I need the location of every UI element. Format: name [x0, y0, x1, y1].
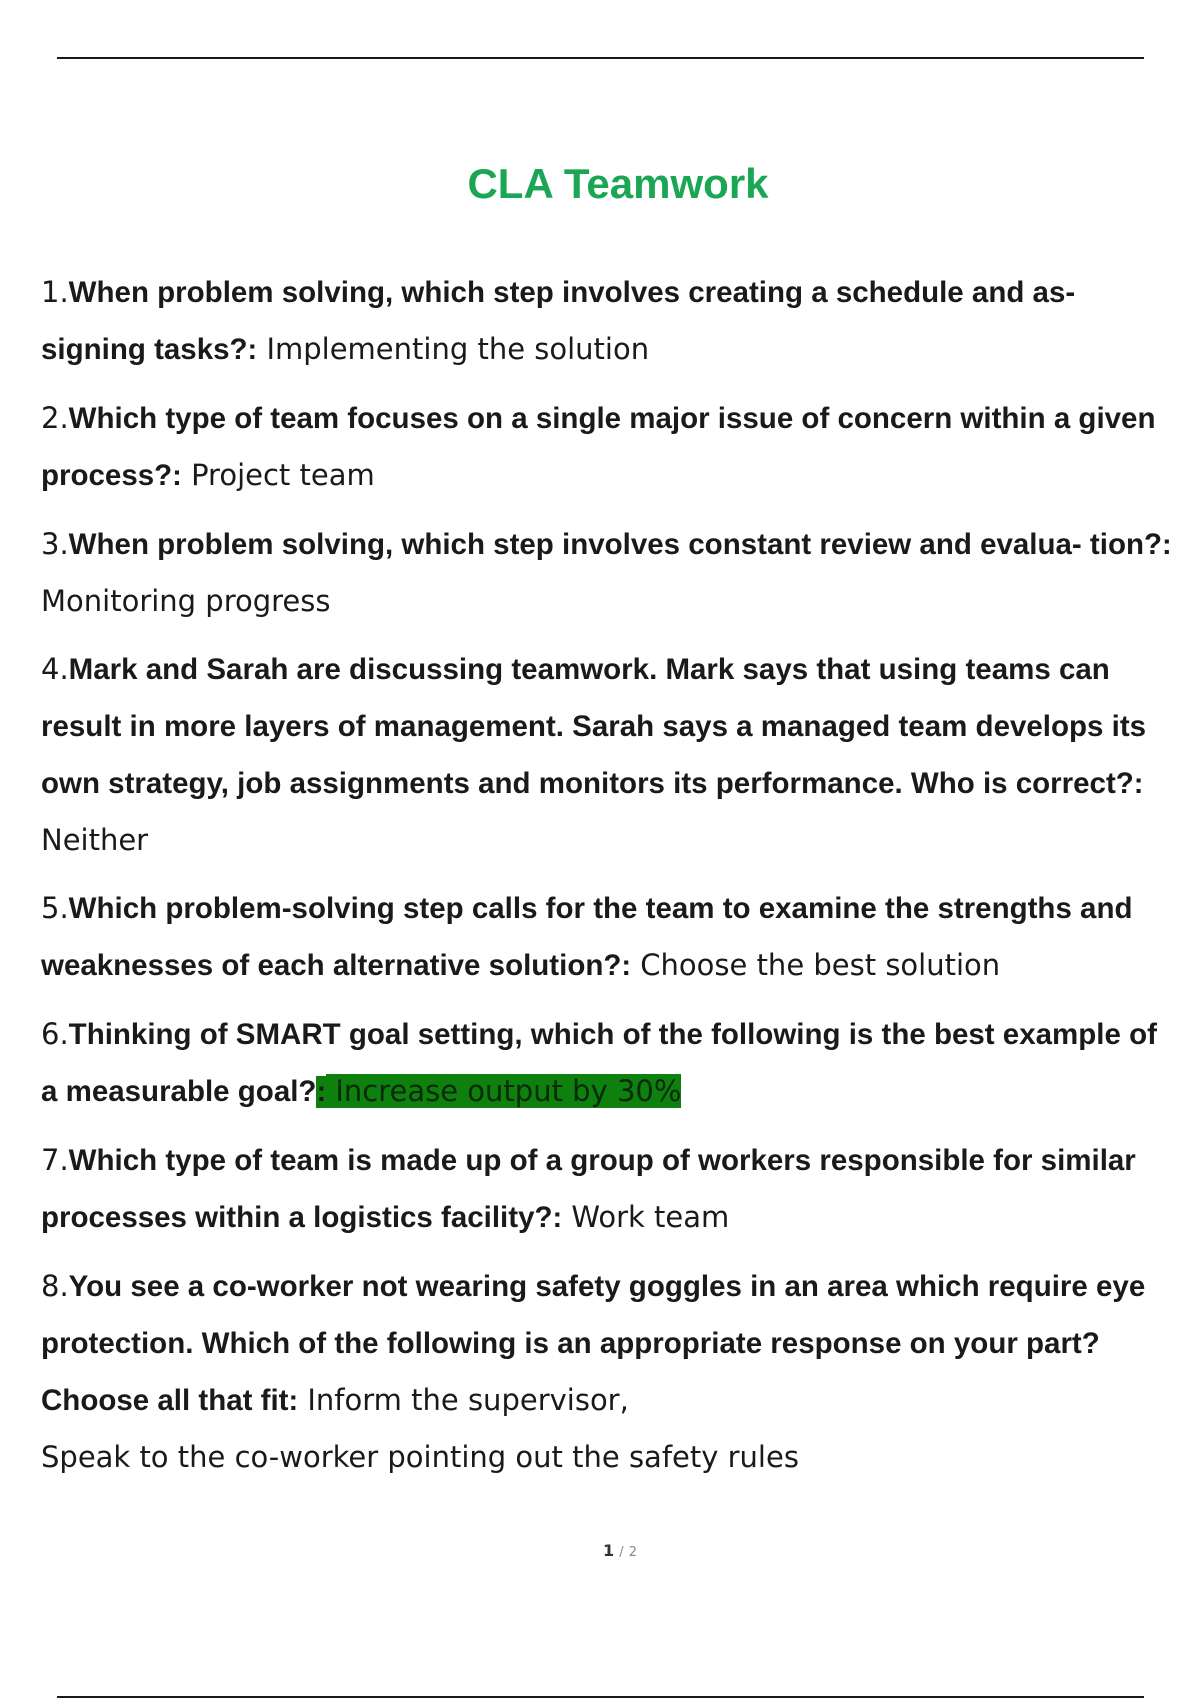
- question-text: When problem solving, which step involves creating a schedule and as- signing tasks?: [41, 276, 1076, 366]
- top-rule: [57, 57, 1144, 59]
- question-item-1: [41, 264, 1181, 378]
- answer-text: Implementing the solution: [266, 332, 650, 366]
- question-text: Which type of team is made up of a group of workers responsible for similar processes within a logistics facility?: [41, 1144, 1136, 1234]
- question-text: Thinking of SMART goal setting, which of the following is the best example of a measurable goal?: [41, 1018, 1157, 1108]
- bottom-rule: [57, 1696, 1144, 1698]
- question-number: 1.: [41, 275, 69, 309]
- question-text: You see a co-worker not wearing safety goggles in an area which require eye protection. Which of the following is an appropriate response on your part? Choose all that fit: [41, 1270, 1146, 1417]
- page-separator: /: [619, 1545, 624, 1560]
- page-indicator: [0, 1541, 1200, 1560]
- question-number: 6.: [41, 1017, 69, 1051]
- question-number: 3.: [41, 527, 69, 561]
- answer-text: Inform the supervisor,: [307, 1383, 629, 1417]
- question-number: 4.: [41, 652, 69, 686]
- question-number: 5.: [41, 891, 69, 925]
- question-text: When problem solving, which step involves constant review and evalua- tion?: [68, 528, 1163, 561]
- total-pages: 2: [628, 1545, 637, 1560]
- answer-text-line-2: Speak to the co-worker pointing out the safety rules: [41, 1440, 799, 1474]
- question-separator: :: [552, 1202, 563, 1234]
- question-item-3: [41, 516, 1181, 629]
- answer-text: Neither: [41, 823, 149, 857]
- question-separator: :: [1162, 529, 1172, 561]
- question-item-8: [41, 1258, 1181, 1485]
- question-text: Mark and Sarah are discussing teamwork. Mark says that using teams can result in more layers of management. Sarah says a managed team develops its own strategy, job assignments and monitors its performance. Who is correct?: [41, 653, 1147, 800]
- answer-text: Increase output by 30%: [335, 1074, 682, 1108]
- question-separator: :: [247, 334, 258, 366]
- question-item-4: [41, 641, 1181, 868]
- question-separator: :: [288, 1385, 299, 1417]
- question-text: Which problem-solving step calls for the team to examine the strengths and weaknesses of each alternative solution?: [41, 892, 1133, 982]
- answer-text: Monitoring progress: [41, 584, 331, 618]
- question-item-5: [41, 880, 1181, 994]
- question-separator: :: [1133, 768, 1144, 800]
- answer-text-highlighted: [326, 1074, 681, 1108]
- current-page: 1: [603, 1541, 615, 1560]
- answer-text: Choose the best solution: [640, 948, 1001, 982]
- question-number: 7.: [41, 1143, 69, 1177]
- question-separator: :: [621, 950, 632, 982]
- question-item-7: [41, 1132, 1181, 1246]
- question-text: Which type of team focuses on a single major issue of concern within a given process?: [41, 402, 1156, 492]
- answer-text: Work team: [571, 1200, 730, 1234]
- question-separator: :: [316, 1076, 327, 1108]
- question-number: 8.: [41, 1269, 69, 1303]
- question-item-6: [41, 1006, 1181, 1120]
- question-list: [41, 264, 1181, 1497]
- answer-text: Project team: [191, 458, 375, 492]
- question-item-2: [41, 390, 1181, 504]
- question-separator: :: [172, 460, 182, 492]
- question-number: 2.: [41, 401, 69, 435]
- document-title: CLA Teamwork: [467, 160, 769, 207]
